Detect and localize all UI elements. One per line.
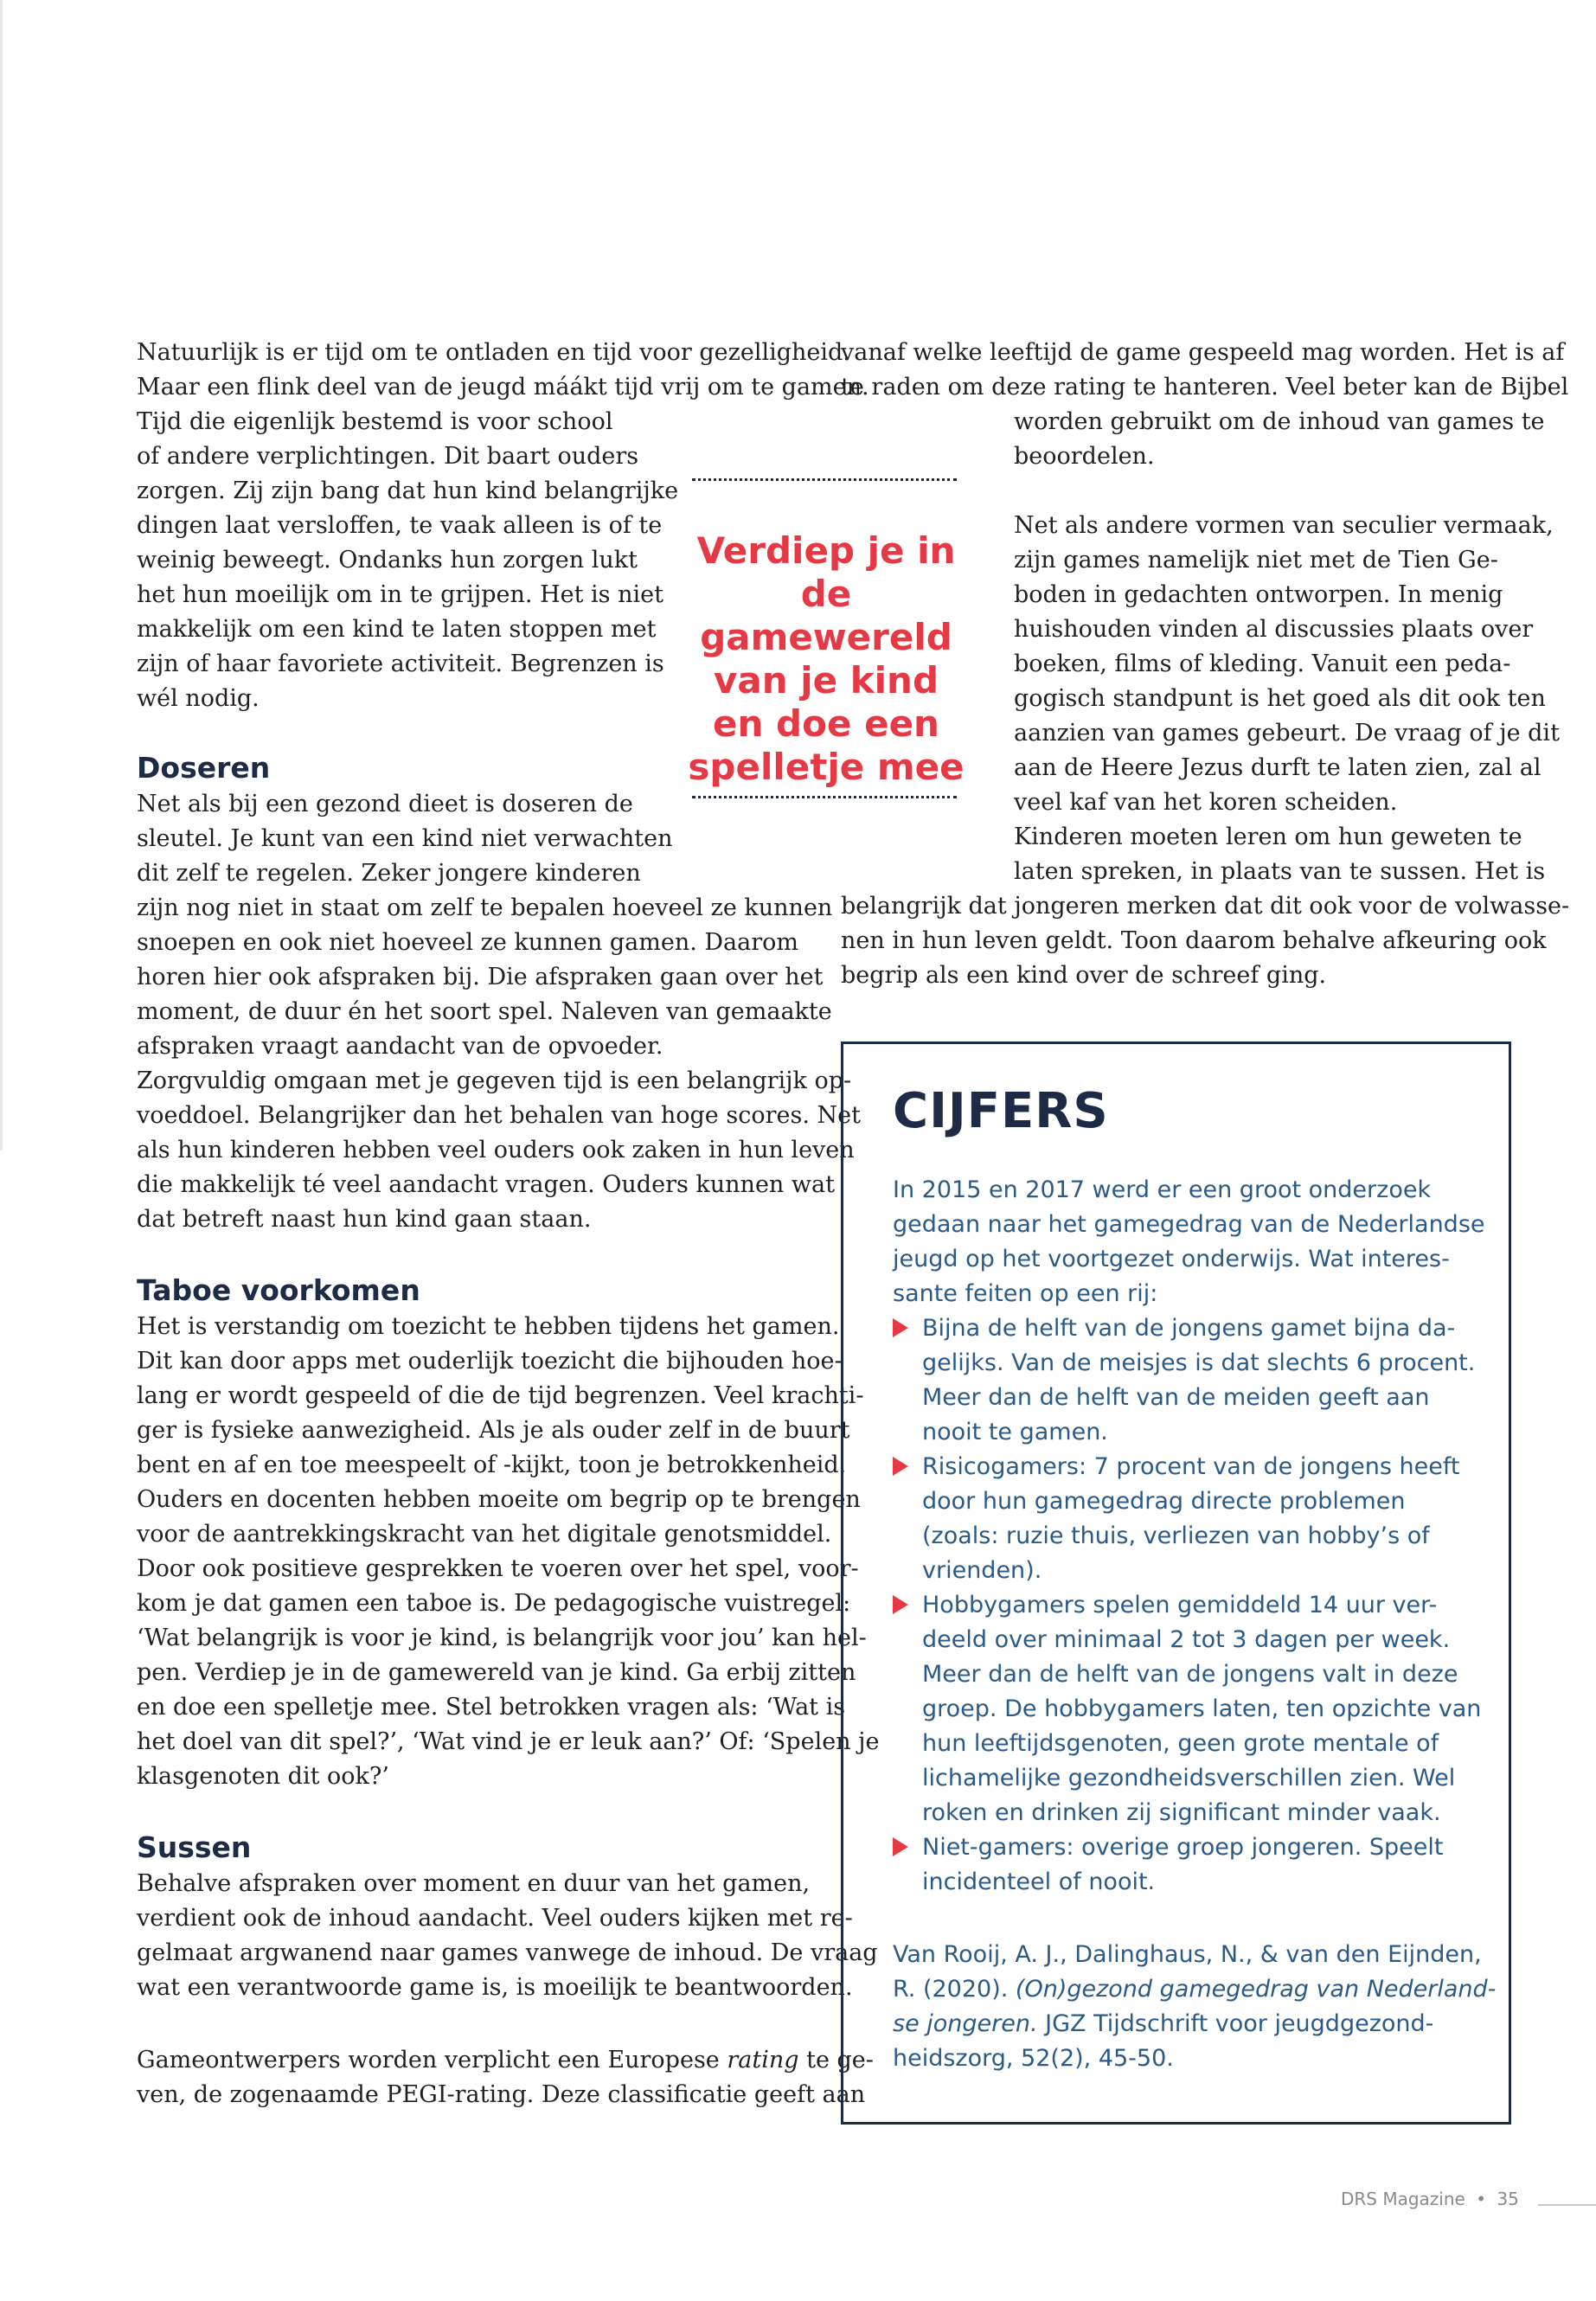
bullet-text-line: lichamelijke gezondheidsverschillen zien. Wel (922, 1765, 1456, 1791)
bullet-text-line: incidenteel of nooit. (922, 1868, 1156, 1895)
text-line: of andere verplichtingen. Dit baart ouders (137, 443, 639, 470)
text-line: Ouders en docenten hebben moeite om begrip op te brengen (137, 1486, 861, 1513)
pull-quote-line: Verdiep je in (696, 529, 956, 572)
pull-quote-line: en doe een (713, 702, 939, 745)
text-line: bent en af en toe meespeelt of -kijkt, toon je betrokkenheid. (137, 1452, 847, 1478)
reference-title-part-1: (On)gezond gamegedrag van Nederland- (1015, 1976, 1497, 2003)
reference-year: R. (2020). (893, 1976, 1016, 2003)
text-line: Door ook positieve gesprekken te voeren over het spel, voor- (137, 1555, 859, 1582)
text-line: aan de Heere Jezus durft te laten zien, zal al (1014, 754, 1542, 781)
text-line: makkelijk om een kind te laten stoppen met (137, 616, 657, 643)
footer-page-number: 35 (1497, 2189, 1519, 2209)
text-line: ger is fysieke aanwezigheid. Als je als ouder zelf in de buurt (137, 1417, 850, 1444)
text-line: kom je dat gamen een taboe is. De pedagogische vuistregel: (137, 1590, 851, 1617)
rating-line-after: te ge- (798, 2047, 874, 2073)
bullet-text-line: Niet-gamers: overige groep jongeren. Speelt (922, 1834, 1444, 1861)
text-line: en doe een spelletje mee. Stel betrokken vragen als: ‘Wat is (137, 1694, 846, 1721)
bullet-arrow-icon (893, 1318, 908, 1337)
text-line: dat betreft naast hun kind gaan staan. (137, 1206, 592, 1233)
text-line: afspraken vraagt aandacht van de opvoeder. (137, 1033, 663, 1060)
footer-rule (1538, 2204, 1596, 2206)
text-line: Net als bij een gezond dieet is doseren de (137, 791, 633, 817)
text-line: zijn games namelijk niet met de Tien Ge- (1014, 547, 1498, 574)
text-line: Behalve afspraken over moment en duur van het gamen, (137, 1870, 811, 1897)
text-line: boden in gedachten ontworpen. In menig (1014, 581, 1503, 608)
text-line: Kinderen moeten leren om hun geweten te (1014, 824, 1522, 850)
reference-journal: JGZ Tijdschrift voor jeugdgezond- (1037, 2010, 1434, 2037)
text-line: huishouden vinden al discussies plaats over (1014, 616, 1534, 643)
text-line: jeugd op het voortgezet onderwijs. Wat interes- (893, 1246, 1450, 1272)
bullet-text-line: vrienden). (922, 1557, 1042, 1584)
cijfers-title: CIJFERS (893, 1083, 1109, 1139)
text-line: worden gebruikt om de inhoud van games te (1014, 408, 1545, 435)
text-line: aanzien van games gebeurt. De vraag of je dit (1014, 720, 1560, 747)
text-line: dingen laat versloffen, te vaak alleen is of te (137, 512, 663, 539)
text-line: het hun moeilijk om in te grijpen. Het is niet (137, 581, 663, 608)
bullet-text-line: Meer dan de helft van de jongens valt in deze (922, 1661, 1458, 1688)
text-line: zijn nog niet in staat om zelf te bepalen hoeveel ze kunnen (137, 894, 833, 921)
text-line: klasgenoten dit ook?’ (137, 1763, 389, 1790)
reference-title-part-2: se jongeren. (893, 2010, 1038, 2037)
pull-quote-bottom-rule (692, 796, 957, 798)
rating-line-before: Gameontwerpers worden verplicht een Europese (137, 2047, 727, 2073)
text-line: ‘Wat belangrijk is voor je kind, is belangrijk voor jou’ kan hel- (137, 1625, 867, 1651)
text-line: als hun kinderen hebben veel ouders ook zaken in hun leven (137, 1137, 855, 1163)
pull-quote-top-rule (692, 478, 957, 481)
text-line: pen. Verdiep je in de gamewereld van je kind. Ga erbij zitten (137, 1659, 856, 1686)
bullet-text-line: deeld over minimaal 2 tot 3 dagen per week. (922, 1626, 1451, 1653)
pegi-line: ven, de zogenaamde PEGI-rating. Deze classificatie geeft aan (137, 2081, 866, 2108)
text-line: sleutel. Je kunt van een kind niet verwachten (137, 825, 673, 852)
text-line: het doel van dit spel?’, ‘Wat vind je er leuk aan?’ Of: ‘Spelen je (137, 1728, 880, 1755)
reference-line-4: heidszorg, 52(2), 45-50. (893, 2045, 1174, 2072)
text-line: die makkelijk té veel aandacht vragen. Ouders kunnen wat (137, 1171, 835, 1198)
text-line: veel kaf van het koren scheiden. (1014, 789, 1398, 816)
reference-line-3 (893, 2007, 1433, 2041)
pull-quote (675, 529, 977, 789)
text-line: nen in hun leven geldt. Toon daarom behalve afkeuring ook (841, 927, 1547, 954)
pull-quote-line: spelletje mee (688, 746, 965, 788)
rating-line (137, 2043, 874, 2078)
bullet-text-line: door hun gamegedrag directe problemen (922, 1488, 1406, 1515)
text-line: sante feiten op een rij: (893, 1280, 1158, 1307)
bullet-text-line: hun leeftijdsgenoten, geen grote mentale of (922, 1730, 1439, 1757)
bullet-text-line: Meer dan de helft van de meiden geeft aan (922, 1384, 1430, 1411)
bullet-text-line: Hobbygamers spelen gemiddeld 14 uur ver- (922, 1592, 1438, 1618)
text-line: Tijd die eigenlijk bestemd is voor school (137, 408, 613, 435)
bullet-arrow-icon (893, 1457, 908, 1476)
bullet-text-line: Risicogamers: 7 procent van de jongens heeft (922, 1453, 1460, 1480)
text-line: dit zelf te regelen. Zeker jongere kinderen (137, 860, 641, 887)
reference-line-2 (893, 1972, 1496, 2007)
text-line: moment, de duur én het soort spel. Naleven van gemaakte (137, 998, 832, 1025)
text-line: Het is verstandig om toezicht te hebben tijdens het gamen. (137, 1313, 840, 1340)
text-line: snoepen en ook niet hoeveel ze kunnen gamen. Daarom (137, 929, 798, 956)
text-line: wél nodig. (137, 685, 260, 712)
text-line: voor de aantrekkingskracht van het digitale genotsmiddel. (137, 1521, 832, 1548)
text-line: voeddoel. Belangrijker dan het behalen van hoge scores. Net (137, 1102, 861, 1129)
footer-magazine-name: DRS Magazine (1341, 2189, 1465, 2209)
text-line: gedaan naar het gamegedrag van de Nederlandse (893, 1211, 1485, 1238)
page-footer (1341, 2189, 1519, 2209)
bullet-text-line: groep. De hobbygamers laten, ten opzichte van (922, 1695, 1482, 1722)
bullet-text-line: nooit te gamen. (922, 1419, 1108, 1445)
footer-separator: • (1476, 2189, 1487, 2209)
text-line: gogisch standpunt is het goed als dit ook ten (1014, 685, 1546, 712)
bullet-arrow-icon (893, 1595, 908, 1614)
rating-word: rating (727, 2047, 799, 2073)
text-line: te raden om deze rating te hanteren. Veel beter kan de Bijbel (841, 374, 1569, 401)
text-line: Maar een flink deel van de jeugd máákt tijd vrij om te gamen. (137, 374, 869, 401)
reference-line-1: Van Rooij, A. J., Dalinghaus, N., & van den Eijnden, (893, 1941, 1482, 1968)
text-line: In 2015 en 2017 werd er een groot onderzoek (893, 1176, 1432, 1203)
bullet-text-line: (zoals: ruzie thuis, verliezen van hobby’s of (922, 1522, 1430, 1549)
bullet-text-line: roken en drinken zij significant minder vaak. (922, 1799, 1441, 1826)
text-line: vanaf welke leeftijd de game gespeeld mag worden. Het is af (841, 339, 1565, 366)
text-line: beoordelen. (1014, 443, 1155, 470)
pull-quote-line: van je kind (713, 659, 939, 702)
text-line: Natuurlijk is er tijd om te ontladen en tijd voor gezelligheid. (137, 339, 850, 366)
text-line: gelmaat argwanend naar games vanwege de inhoud. De vraag (137, 1939, 878, 1966)
text-line: zorgen. Zij zijn bang dat hun kind belangrijke (137, 478, 679, 504)
text-line: begrip als een kind over de schreef ging. (841, 962, 1327, 989)
text-line: Zorgvuldig omgaan met je gegeven tijd is een belangrijk op- (137, 1067, 852, 1094)
text-line: laten spreken, in plaats van te sussen. Het is (1014, 858, 1546, 885)
text-line: belangrijk dat jongeren merken dat dit ook voor de volwasse- (841, 893, 1570, 920)
text-line: lang er wordt gespeeld of die de tijd begrenzen. Veel krachti- (137, 1382, 864, 1409)
text-line: zijn of haar favoriete activiteit. Begrenzen is (137, 651, 664, 677)
text-line: wat een verantwoorde game is, is moeilijk te beantwoorden. (137, 1974, 853, 2001)
text-line: weinig beweegt. Ondanks hun zorgen lukt (137, 547, 638, 574)
bullet-text-line: gelijks. Van de meisjes is dat slechts 6 procent. (922, 1349, 1476, 1376)
page-edge-shadow (0, 0, 3, 1150)
pull-quote-line: de gamewereld (700, 573, 952, 658)
text-line: horen hier ook afspraken bij. Die afspraken gaan over het (137, 964, 824, 990)
text-line: Net als andere vormen van seculier vermaak, (1014, 512, 1554, 539)
bullet-text-line: Bijna de helft van de jongens gamet bijna da- (922, 1315, 1456, 1342)
text-line: boeken, films of kleding. Vanuit een peda- (1014, 651, 1511, 677)
heading-doseren: Doseren (137, 751, 271, 785)
heading-sussen: Sussen (137, 1830, 252, 1864)
text-line: verdient ook de inhoud aandacht. Veel ouders kijken met re- (137, 1905, 853, 1932)
heading-taboe-voorkomen: Taboe voorkomen (137, 1273, 420, 1307)
text-line: Dit kan door apps met ouderlijk toezicht die bijhouden hoe- (137, 1348, 843, 1375)
bullet-arrow-icon (893, 1837, 908, 1856)
